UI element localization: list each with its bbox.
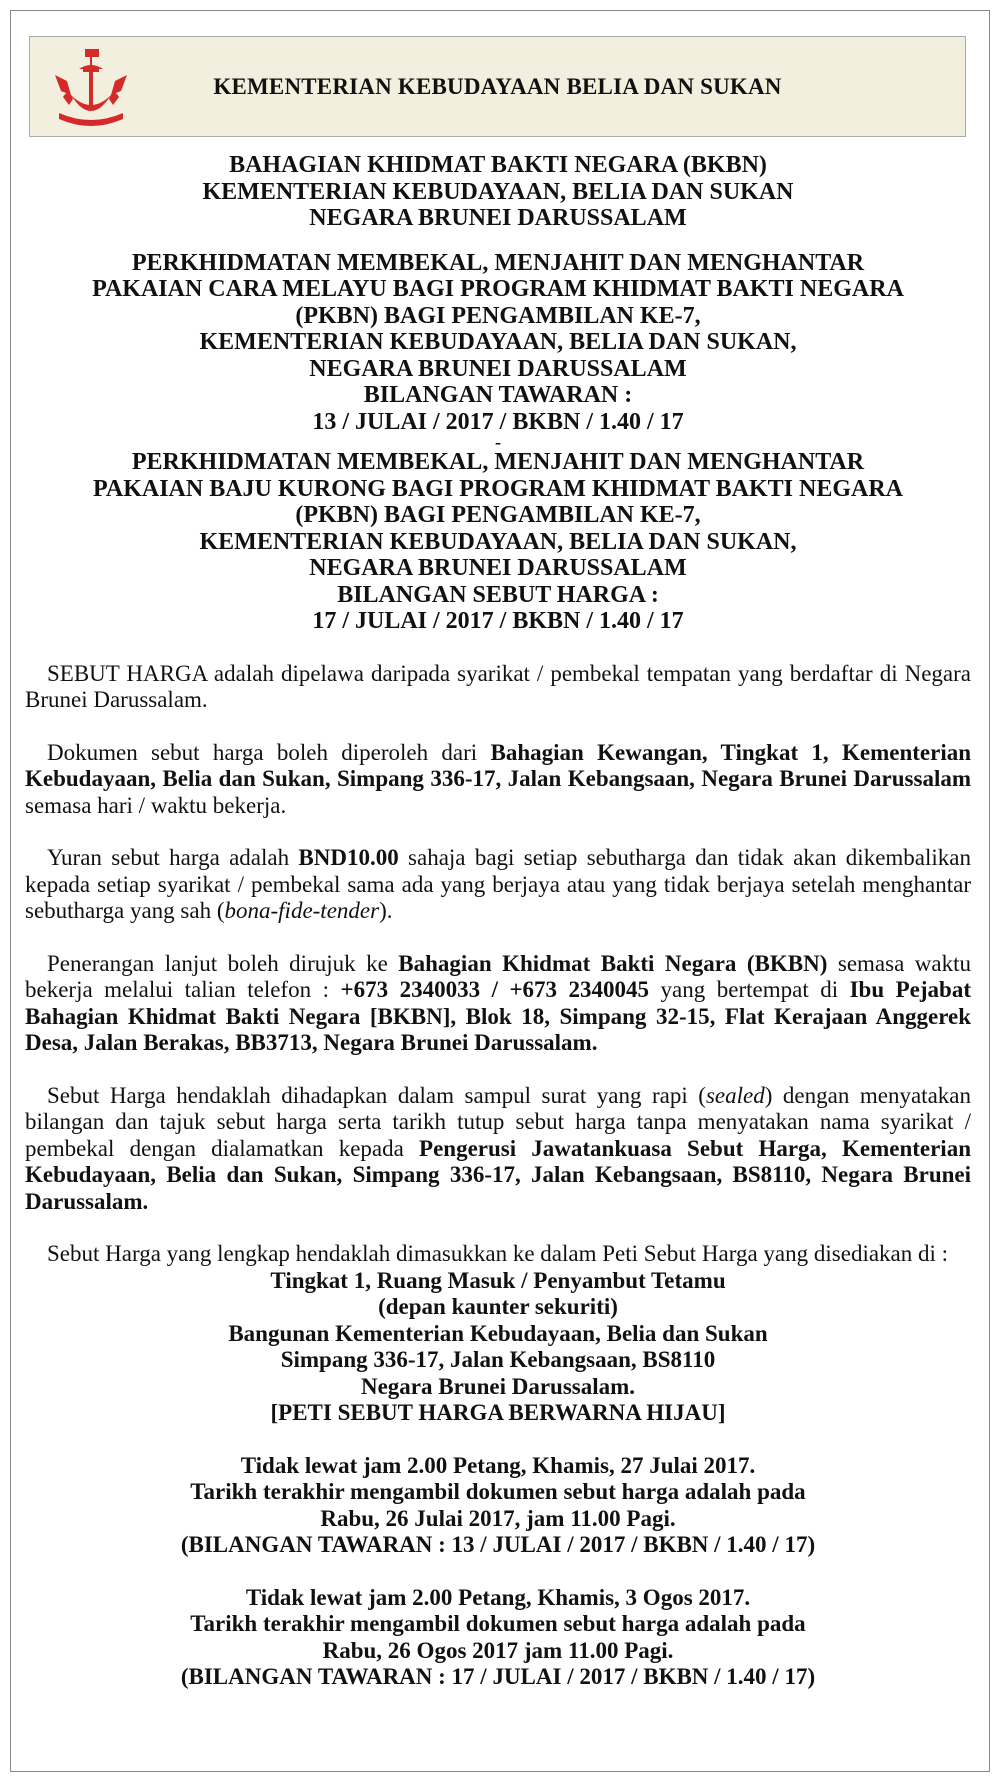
notice-content bbox=[25, 152, 971, 1691]
document-availability-paragraph: Dokumen sebut harga boleh diperoleh dari Bahagian Kewangan, Tingkat 1, Kementerian Kebudayaan, Belia dan Sukan, Simpang 336-17, Jalan Kebangsaan, Negara Brunei Darussalam semasa hari / waktu bekerja. bbox=[25, 739, 972, 818]
tender-line: KEMENTERIAN KEBUDAYAAN, BELIA DAN SUKAN, bbox=[199, 329, 797, 355]
submission-paragraph: Sebut Harga hendaklah dihadapkan dalam sampul surat yang rapi (sealed) dengan menyatakan bilangan dan tajuk sebut harga serta tarikh tutup sebut harga tanpa menyatakan nama syarikat / pembekal dengan dialamatkan kepada Pengerusi Jawatankuasa Sebut Harga, Kementerian Kebudayaan, Belia dan Sukan, Simpang 336-17, Jalan Kebangsaan, BS8110, Negara Brunei Darussalam. bbox=[25, 1082, 971, 1214]
location-line: Simpang 336-17, Jalan Kebangsaan, BS8110 bbox=[280, 1347, 716, 1372]
tender-line: PERKHIDMATAN MEMBEKAL, MENJAHIT DAN MENGHANTAR bbox=[131, 249, 865, 276]
location-line: Negara Brunei Darussalam. bbox=[360, 1373, 636, 1399]
deadline-2 bbox=[25, 1585, 971, 1691]
tender-box-location bbox=[25, 1268, 971, 1427]
tender-2-heading bbox=[25, 449, 971, 635]
tender-box-paragraph: Sebut Harga yang lengkap hendaklah dimasukkan ke dalam Peti Sebut Harga yang disediakan di : bbox=[47, 1241, 949, 1266]
ministry-title: KEMENTERIAN KEBUDAYAAN BELIA DAN SUKAN bbox=[213, 74, 782, 99]
heading-line: BAHAGIAN KHIDMAT BAKTI NEGARA (BKBN) bbox=[229, 152, 767, 178]
tender-line: KEMENTERIAN KEBUDAYAAN, BELIA DAN SUKAN, bbox=[199, 528, 797, 555]
fee-paragraph: Yuran sebut harga adalah BND10.00 sahaja bagi setiap sebutharga dan tidak akan dikembalikan kepada setiap syarikat / pembekal sama ada yang berjaya atau yang tidak berjaya setelah menghantar sebutharga yang sah (bona-fide-tender). bbox=[25, 845, 971, 923]
heading-line: NEGARA BRUNEI DARUSSALAM bbox=[309, 205, 687, 231]
deadline-line: Tarikh terakhir mengambil dokumen sebut harga adalah pada bbox=[190, 1611, 806, 1636]
location-line: Tingkat 1, Ruang Masuk / Penyambut Tetamu bbox=[270, 1267, 726, 1293]
tender-line: BILANGAN SEBUT HARGA : bbox=[337, 581, 659, 608]
deadline-reference: (BILANGAN TAWARAN : 13 / JULAI / 2017 / BKBN / 1.40 / 17) bbox=[180, 1532, 816, 1557]
ministry-header bbox=[29, 36, 966, 137]
tender-line: NEGARA BRUNEI DARUSSALAM bbox=[309, 555, 687, 581]
heading-line: KEMENTERIAN KEBUDAYAAN, BELIA DAN SUKAN bbox=[202, 178, 794, 205]
deadline-reference: (BILANGAN TAWARAN : 17 / JULAI / 2017 / BKBN / 1.40 / 17) bbox=[180, 1664, 816, 1689]
division-heading bbox=[25, 152, 971, 232]
tender-number: 13 / JULAI / 2017 / BKBN / 1.40 / 17 bbox=[312, 408, 684, 435]
tender-line: (PKBN) BAGI PENGAMBILAN KE-7, bbox=[295, 302, 701, 329]
tender-line: PAKAIAN CARA MELAYU BAGI PROGRAM KHIDMAT BAKTI NEGARA bbox=[92, 276, 904, 302]
tender-line: PAKAIAN BAJU KURONG BAGI PROGRAM KHIDMAT BAKTI NEGARA bbox=[92, 475, 904, 502]
location-line: (depan kaunter sekuriti) bbox=[378, 1294, 618, 1319]
deadline-line: Rabu, 26 Julai 2017, jam 11.00 Pagi. bbox=[320, 1505, 676, 1531]
deadline-line: Rabu, 26 Ogos 2017 jam 11.00 Pagi. bbox=[322, 1637, 674, 1663]
tender-line: BILANGAN TAWARAN : bbox=[363, 382, 633, 408]
enquiry-paragraph: Penerangan lanjut boleh dirujuk ke Bahagian Khidmat Bakti Negara (BKBN) semasa waktu bekerja melalui talian telefon : +673 2340033 / +673 2340045 yang bertempat di Ibu Pejabat Bahagian Khidmat Bakti Negara [BKBN], Blok 18, Simpang 32-15, Flat Kerajaan Anggerek Desa, Jalan Berakas, BB3713, Negara Brunei Darussalam. bbox=[25, 950, 972, 1055]
deadline-line: Tarikh terakhir mengambil dokumen sebut harga adalah pada bbox=[190, 1479, 806, 1504]
tender-number: 17 / JULAI / 2017 / BKBN / 1.40 / 17 bbox=[312, 608, 684, 634]
separator-mark: - bbox=[495, 432, 501, 452]
invitation-paragraph: SEBUT HARGA adalah dipelawa daripada syarikat / pembekal tempatan yang berdaftar di Negara Brunei Darussalam. bbox=[25, 660, 971, 712]
deadline-line: Tidak lewat jam 2.00 Petang, Khamis, 27 Julai 2017. bbox=[240, 1452, 756, 1478]
deadline-line: Tidak lewat jam 2.00 Petang, Khamis, 3 Ogos 2017. bbox=[245, 1584, 751, 1610]
location-line: Bangunan Kementerian Kebudayaan, Belia dan Sukan bbox=[228, 1320, 768, 1346]
tender-line: PERKHIDMATAN MEMBEKAL, MENJAHIT DAN MENGHANTAR bbox=[131, 449, 865, 475]
tender-1-heading bbox=[25, 250, 971, 436]
tender-line: (PKBN) BAGI PENGAMBILAN KE-7, bbox=[295, 502, 701, 528]
deadline-1 bbox=[25, 1453, 971, 1559]
tender-line: NEGARA BRUNEI DARUSSALAM bbox=[309, 355, 687, 382]
location-line: [PETI SEBUT HARGA BERWARNA HIJAU] bbox=[270, 1400, 726, 1425]
